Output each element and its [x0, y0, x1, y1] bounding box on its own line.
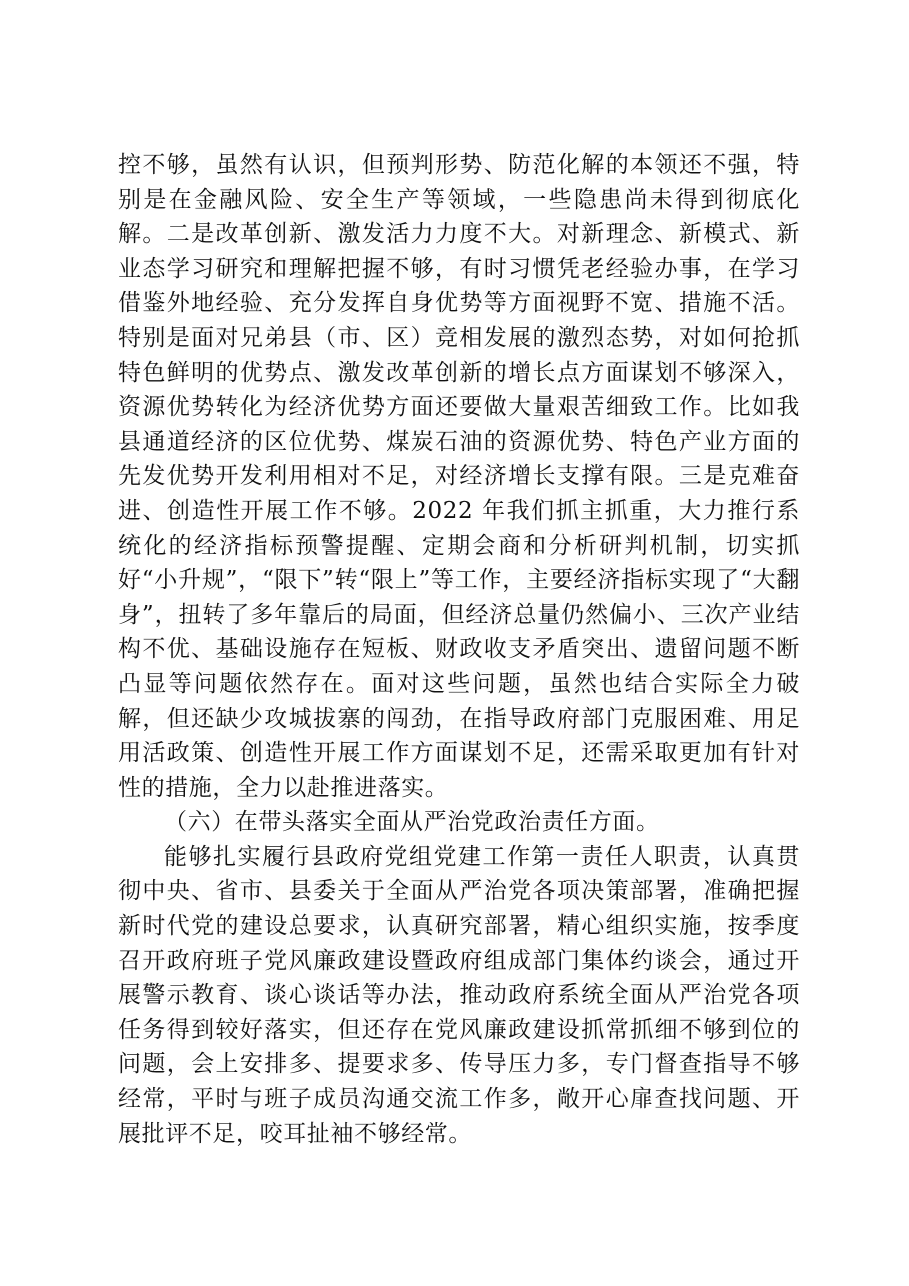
paragraph-party-responsibility: 能够扎实履行县政府党组党建工作第一责任人职责，认真贯彻中央、省市、县委关于全面从严治党各项决策部署，准确把握新时代党的建设总要求，认真研究部署，精心组织实施，按季度召开政府班子党风廉政建设暨政府组成部门集体约谈会，通过开展警示教育、谈心谈话等办法，推动政府系统全面从严治党各项任务得到较好落实，但还存在党风廉政建设抓常抓细不够到位的问题，会上安排多、提要求多、传导压力多，专门督查指导不够经常，平时与班子成员沟通交流工作多，敞开心扉查找问题、开展批评不足，咬耳扯袖不够经常。	[118, 843, 800, 1147]
section-heading-six: （六）在带头落实全面从严治党政治责任方面。	[164, 809, 660, 836]
document-body	[118, 148, 800, 1151]
paragraph-continuation: 控不够，虽然有认识，但预判形势、防范化解的本领还不强，特别是在金融风险、安全生产等领域，一些隐患尚未得到彻底化解。二是改革创新、激发活力力度不大。对新理念、新模式、新业态学习研究和理解把握不够，有时习惯凭老经验办事，在学习借鉴外地经验、充分发挥自身优势等方面视野不宽、措施不活。特别是面对兄弟县（市、区）竞相发展的激烈态势，对如何抢抓特色鲜明的优势点、激发改革创新的增长点方面谋划不够深入，资源优势转化为经济优势方面还要做大量艰苦细致工作。比如我县通道经济的区位优势、煤炭石油的资源优势、特色产业方面的先发优势开发利用相对不足，对经济增长支撑有限。三是克难奋进、创造性开展工作不够。2022 年我们抓主抓重，大力推行系统化的经济指标预警提醒、定期会商和分析研判机制，切实抓好“小升规”，“限下”转“限上”等工作，主要经济指标实现了“大翻身”，扭转了多年靠后的局面，但经济总量仍然偏小、三次产业结构不优、基础设施存在短板、财政收支矛盾突出、遗留问题不断凸显等问题依然存在。面对这些问题，虽然也结合实际全力破解，但还缺少攻城拔寨的闯劲，在指导政府部门克服困难、用足用活政策、创造性开展工作方面谋划不足，还需采取更加有针对性的措施，全力以赴推进落实。	[118, 152, 800, 801]
